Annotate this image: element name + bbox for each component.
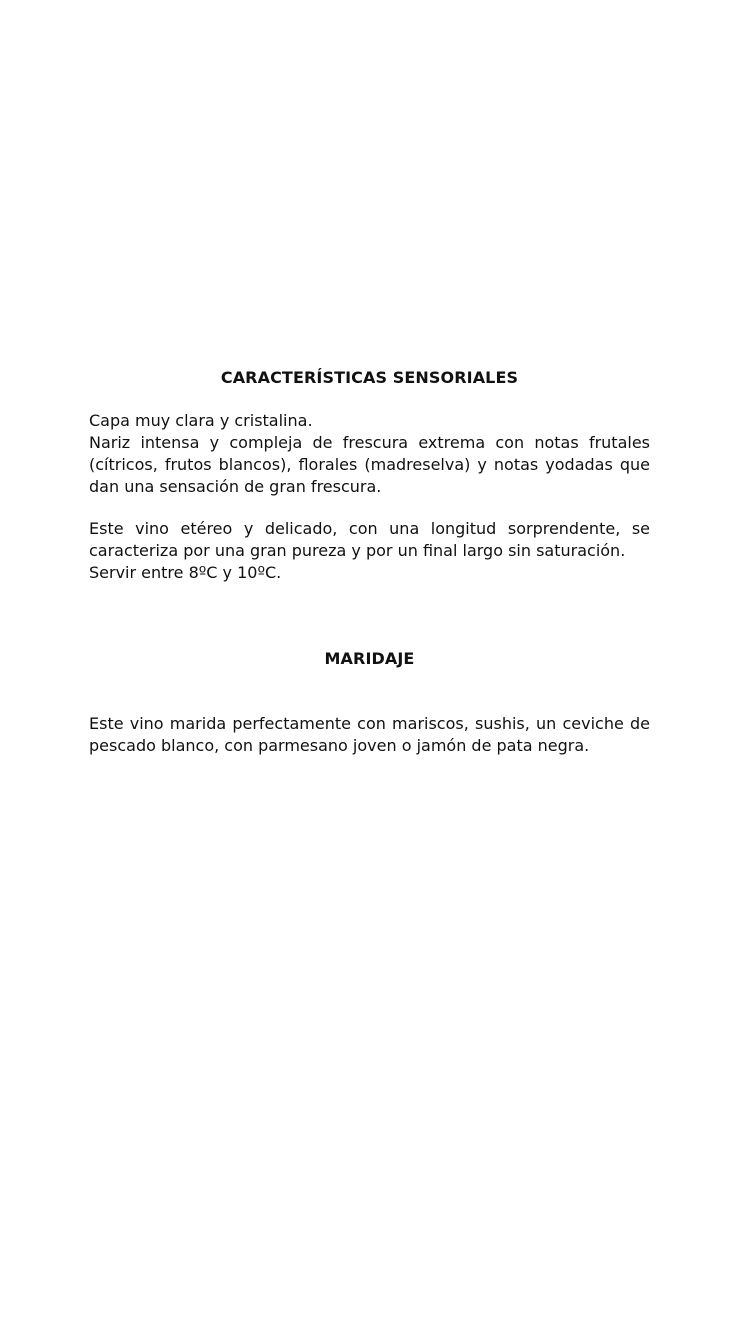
appearance-text: Capa muy clara y cristalina. bbox=[89, 411, 313, 430]
pairing-description-block bbox=[89, 713, 650, 757]
palate-description-block bbox=[89, 518, 650, 584]
sensorial-characteristics-heading: CARACTERÍSTICAS SENSORIALES bbox=[220, 368, 519, 387]
pairing-heading: MARIDAJE bbox=[324, 649, 415, 668]
sensorial-description-block bbox=[89, 410, 650, 498]
nose-text: Nariz intensa y compleja de frescura extrema con notas frutales (cítricos, frutos blancos), florales (madreselva) y notas yodadas que dan una sensación de gran frescura. bbox=[89, 433, 650, 496]
palate-text: Este vino etéreo y delicado, con una longitud sorprendente, se caracteriza por una gran pureza y por un final largo sin saturación. bbox=[89, 519, 650, 560]
pairing-text: Este vino marida perfectamente con mariscos, sushis, un ceviche de pescado blanco, con parmesano joven o jamón de pata negra. bbox=[89, 714, 650, 755]
serving-temperature-text: Servir entre 8ºC y 10ºC. bbox=[89, 563, 282, 582]
